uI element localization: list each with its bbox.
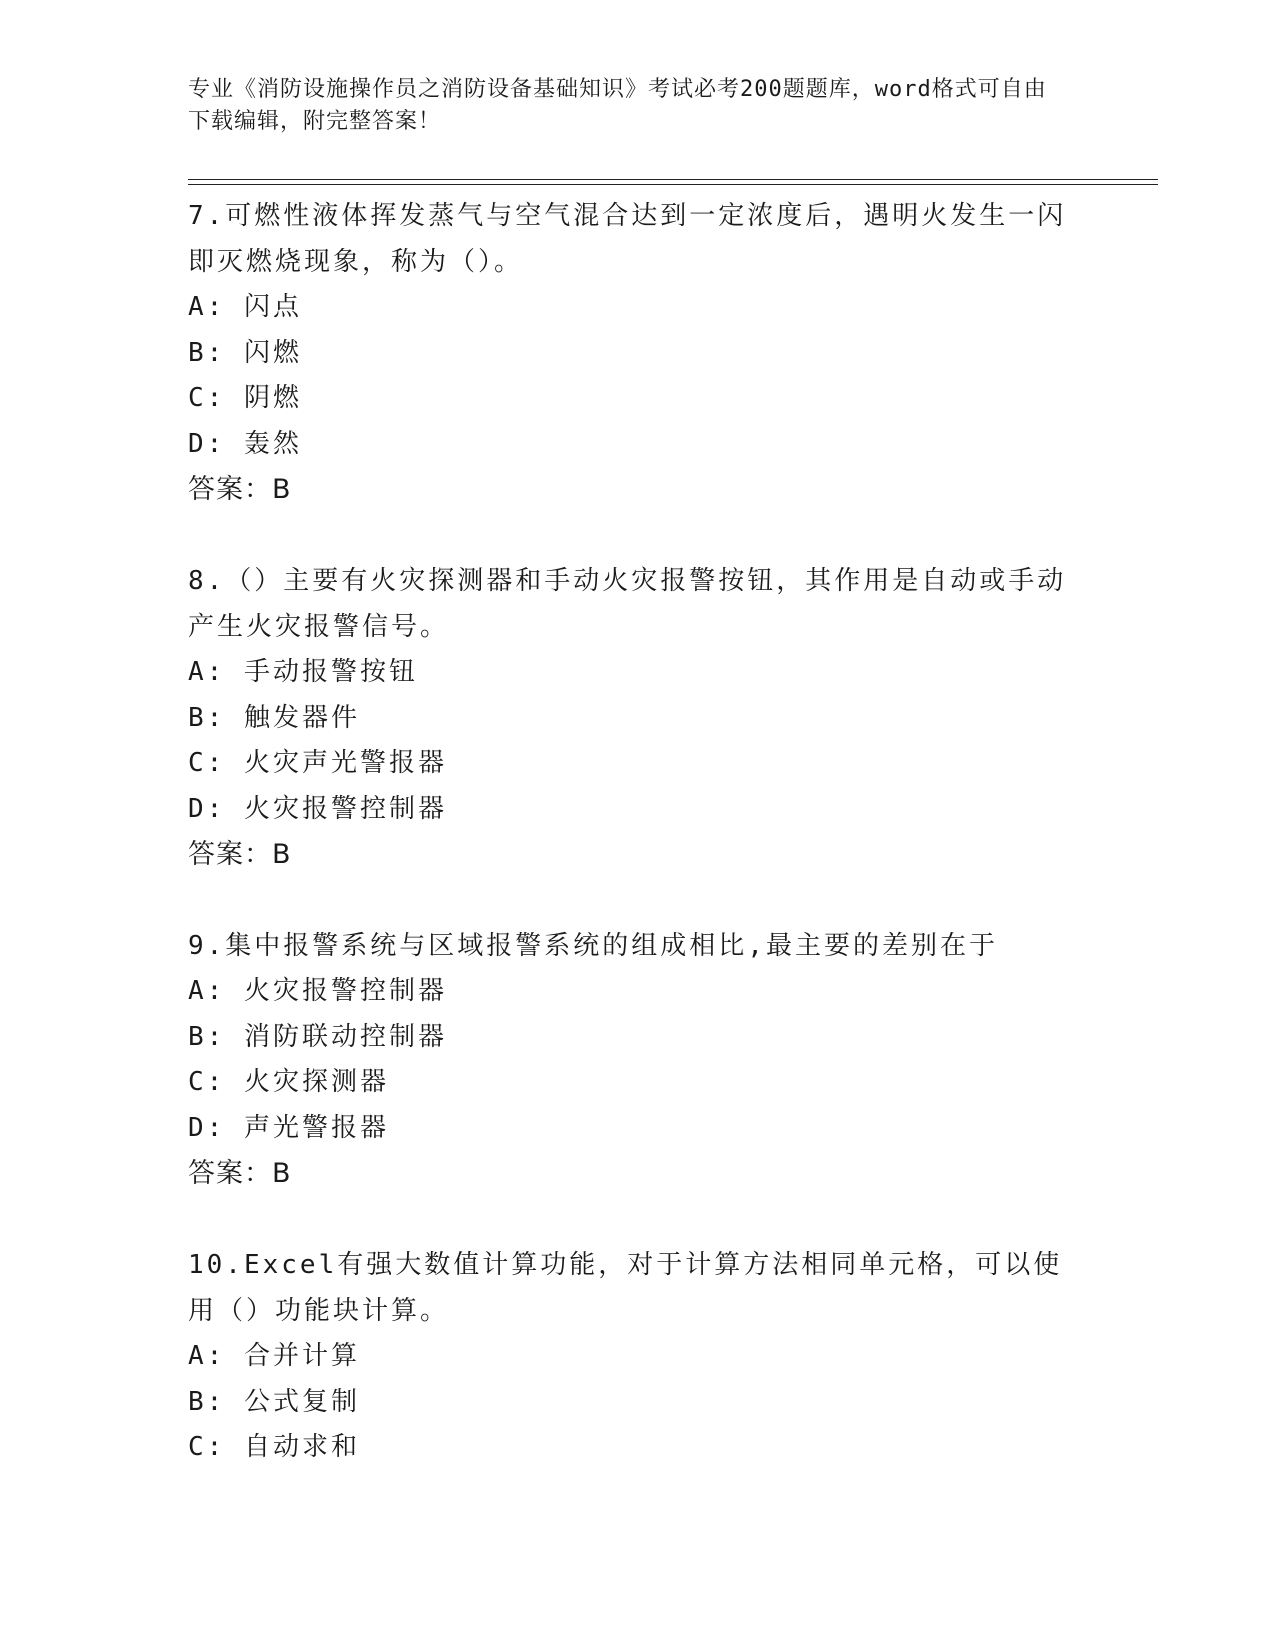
question-9	[188, 923, 1088, 1196]
option-a: A: 火灾报警控制器	[188, 976, 447, 1006]
question-stem: 7.可燃性液体挥发蒸气与空气混合达到一定浓度后，遇明火发生一闪即灭燃烧现象，称为（）。	[188, 201, 1067, 277]
question-10	[188, 1242, 1088, 1471]
option-a: A: 手动报警按钮	[188, 657, 418, 687]
document-intro: 专业《消防设施操作员之消防设备基础知识》考试必考200题题库，word格式可自由下载编辑，附完整答案！	[188, 77, 1047, 134]
option-d: D: 声光警报器	[188, 1112, 389, 1143]
answer-line: 答案：B	[188, 1158, 292, 1189]
question-8	[188, 558, 1088, 877]
answer-line: 答案：B	[188, 474, 292, 505]
option-c: C: 火灾探测器	[188, 1067, 389, 1097]
header-divider-bottom	[188, 184, 1158, 185]
option-c: C: 自动求和	[188, 1432, 360, 1462]
option-d: D: 火灾报警控制器	[188, 793, 447, 824]
option-d: D: 轰然	[188, 428, 302, 459]
question-stem: 8.（）主要有火灾探测器和手动火灾报警按钮，其作用是自动或手动产生火灾报警信号。	[188, 566, 1067, 642]
option-a: A: 闪点	[188, 292, 302, 322]
option-b: B: 闪燃	[188, 337, 302, 368]
header-divider-top	[188, 179, 1158, 180]
option-a: A: 合并计算	[188, 1341, 360, 1371]
question-stem: 10.Excel有强大数值计算功能，对于计算方法相同单元格，可以使用（）功能块计算。	[188, 1250, 1063, 1326]
option-b: B: 公式复制	[188, 1386, 360, 1417]
option-b: B: 触发器件	[188, 702, 360, 733]
question-7	[188, 193, 1088, 512]
question-stem: 9.集中报警系统与区域报警系统的组成相比,最主要的差别在于	[188, 931, 998, 961]
option-c: C: 火灾声光警报器	[188, 748, 447, 778]
question-list	[188, 193, 1088, 1517]
answer-line: 答案：B	[188, 839, 292, 870]
option-c: C: 阴燃	[188, 383, 302, 413]
option-b: B: 消防联动控制器	[188, 1021, 447, 1052]
